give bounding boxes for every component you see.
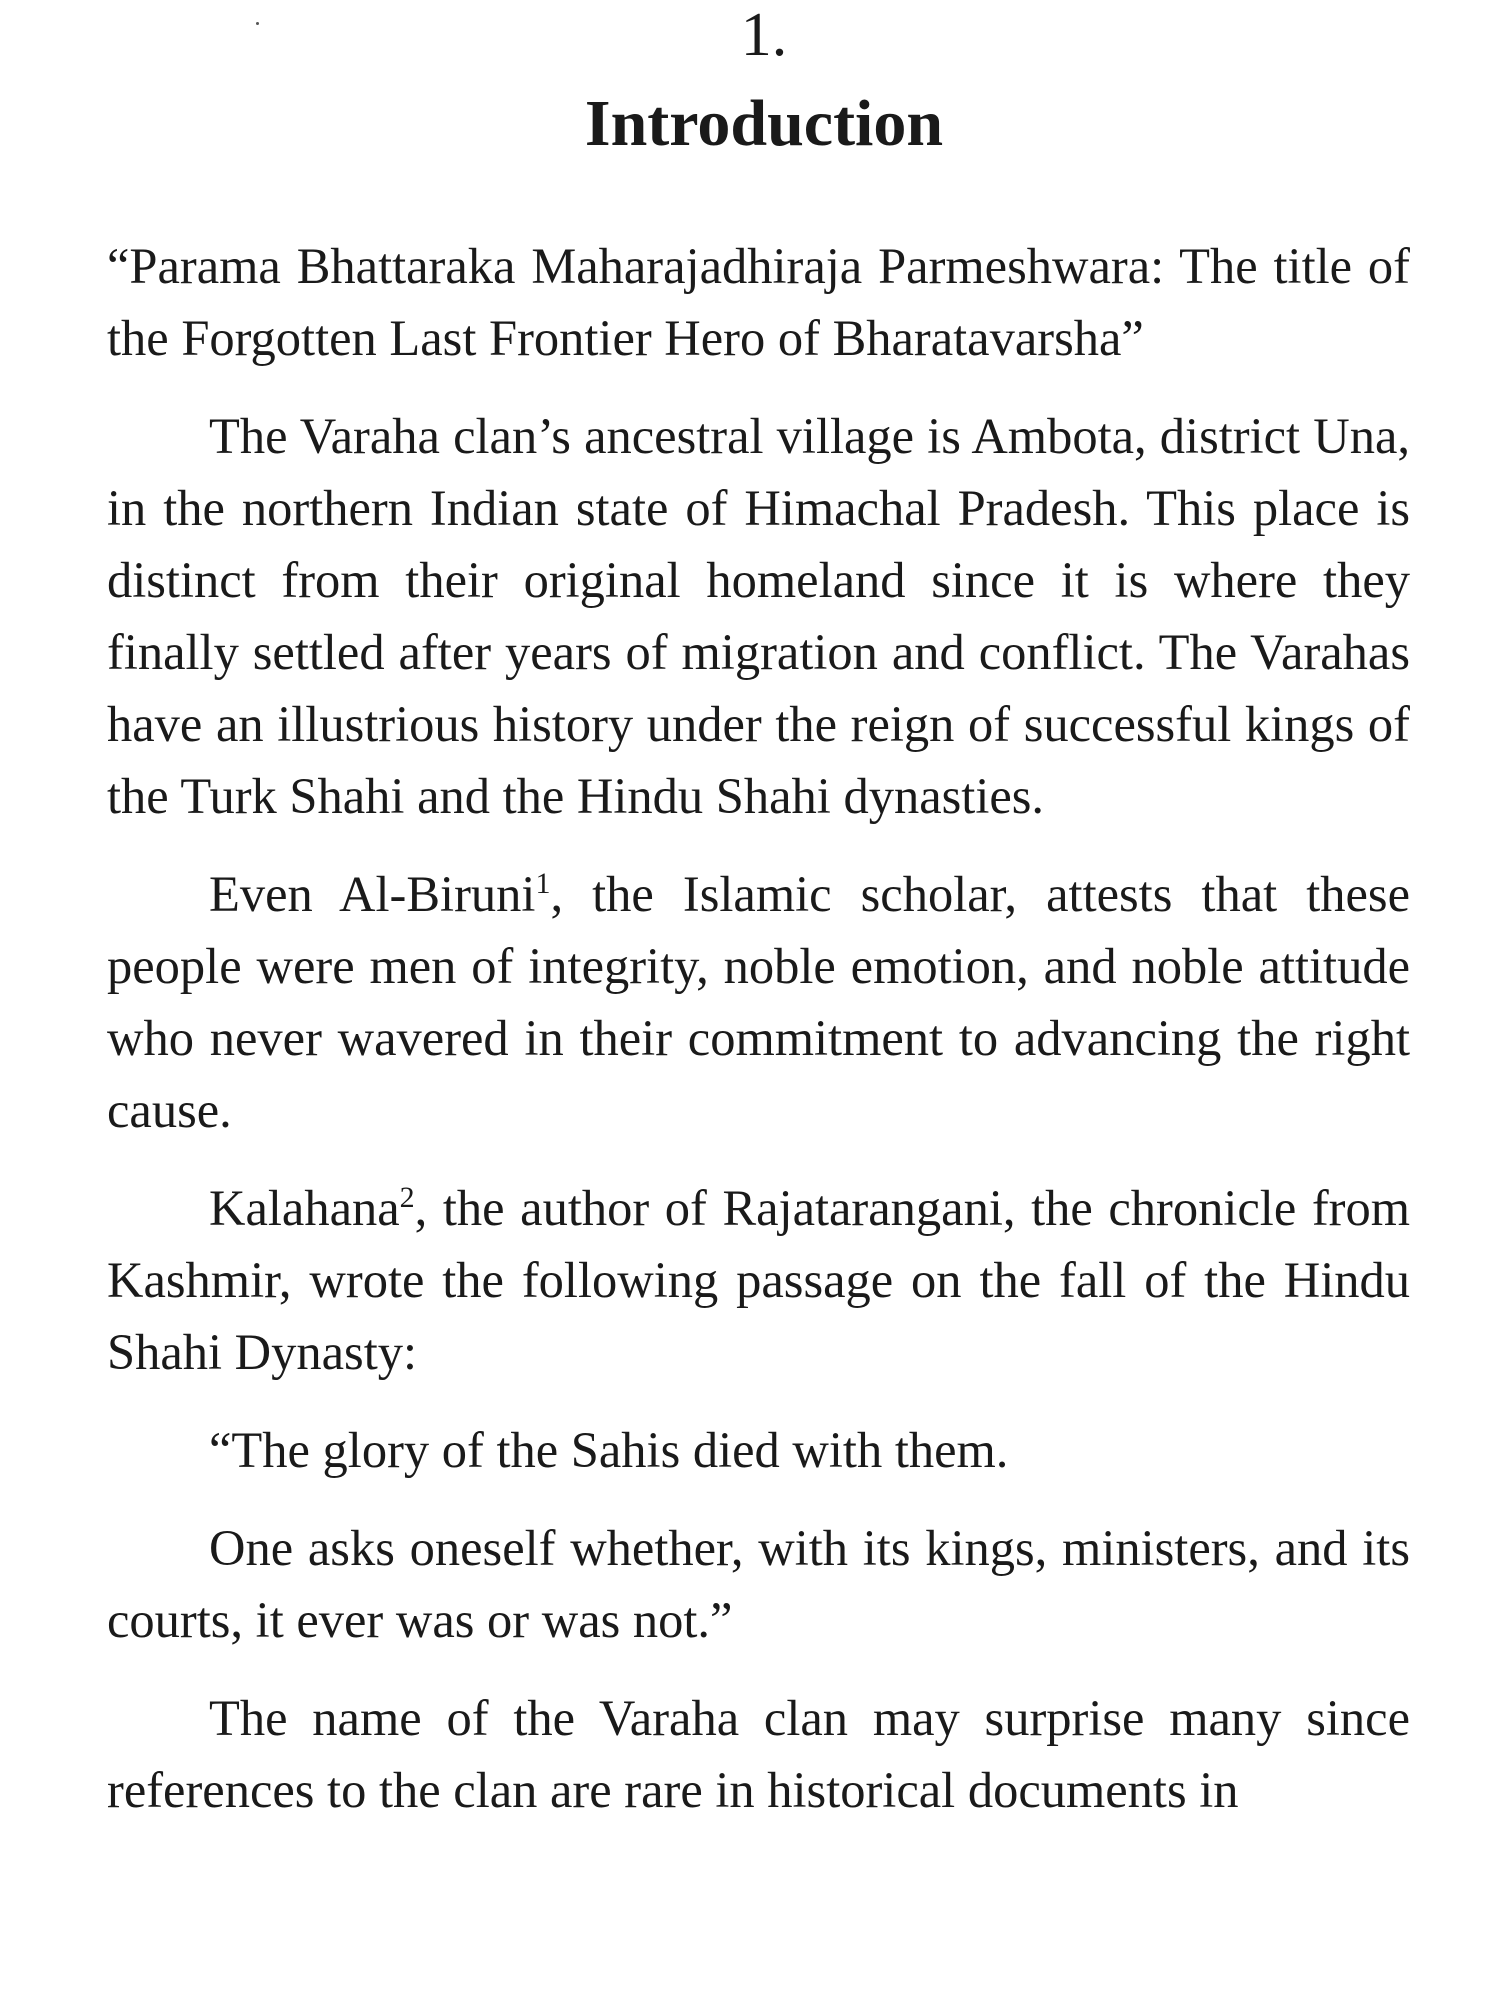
paragraph-varaha-name: The name of the Varaha clan may surprise many since references to the clan are rare in historical documents in — [107, 1690, 1410, 1818]
footnote-marker-2: 2 — [399, 1181, 415, 1214]
paragraph-al-biruni — [107, 858, 1410, 1146]
quote-line-1: “The glory of the Sahis died with them. — [209, 1422, 1009, 1478]
paragraph-kalahana-start: Kalahana — [209, 1180, 400, 1236]
chapter-title: Introduction — [584, 87, 944, 160]
paragraph-al-biruni-end: , the Islamic scholar, attests that these people were men of integrity, noble emotion, and noble attitude who never wavered in their commitment to advancing the right cause. — [107, 866, 1410, 1138]
body-text — [107, 230, 1410, 1826]
chapter-number: 1. — [740, 1, 788, 69]
footnote-marker-1: 1 — [535, 867, 551, 900]
paragraph-ambota: The Varaha clan’s ancestral village is Ambota, district Una, in the northern Indian state of Himachal Pradesh. This place is distinct from their original homeland since it is where they finally settled after years of migration and conflict. The Varahas have an illustrious history under the reign of successful kings of the Turk Shahi and the Hindu Shahi dynasties. — [107, 408, 1410, 824]
epigraph-paragraph: “Parama Bhattaraka Maharajadhiraja Parmeshwara: The title of the Forgotten Last Frontier Hero of Bharatavarsha” — [107, 238, 1410, 366]
paragraph-kalahana-end: , the author of Rajatarangani, the chronicle from Kashmir, wrote the following passage on the fall of the Hindu Shahi Dynasty: — [107, 1180, 1410, 1380]
paragraph-kalahana — [107, 1172, 1410, 1388]
paragraph-al-biruni-start: Even Al-Biruni — [209, 866, 536, 922]
quote-line-2: One asks oneself whether, with its kings, ministers, and its courts, it ever was or was not.” — [107, 1520, 1410, 1648]
